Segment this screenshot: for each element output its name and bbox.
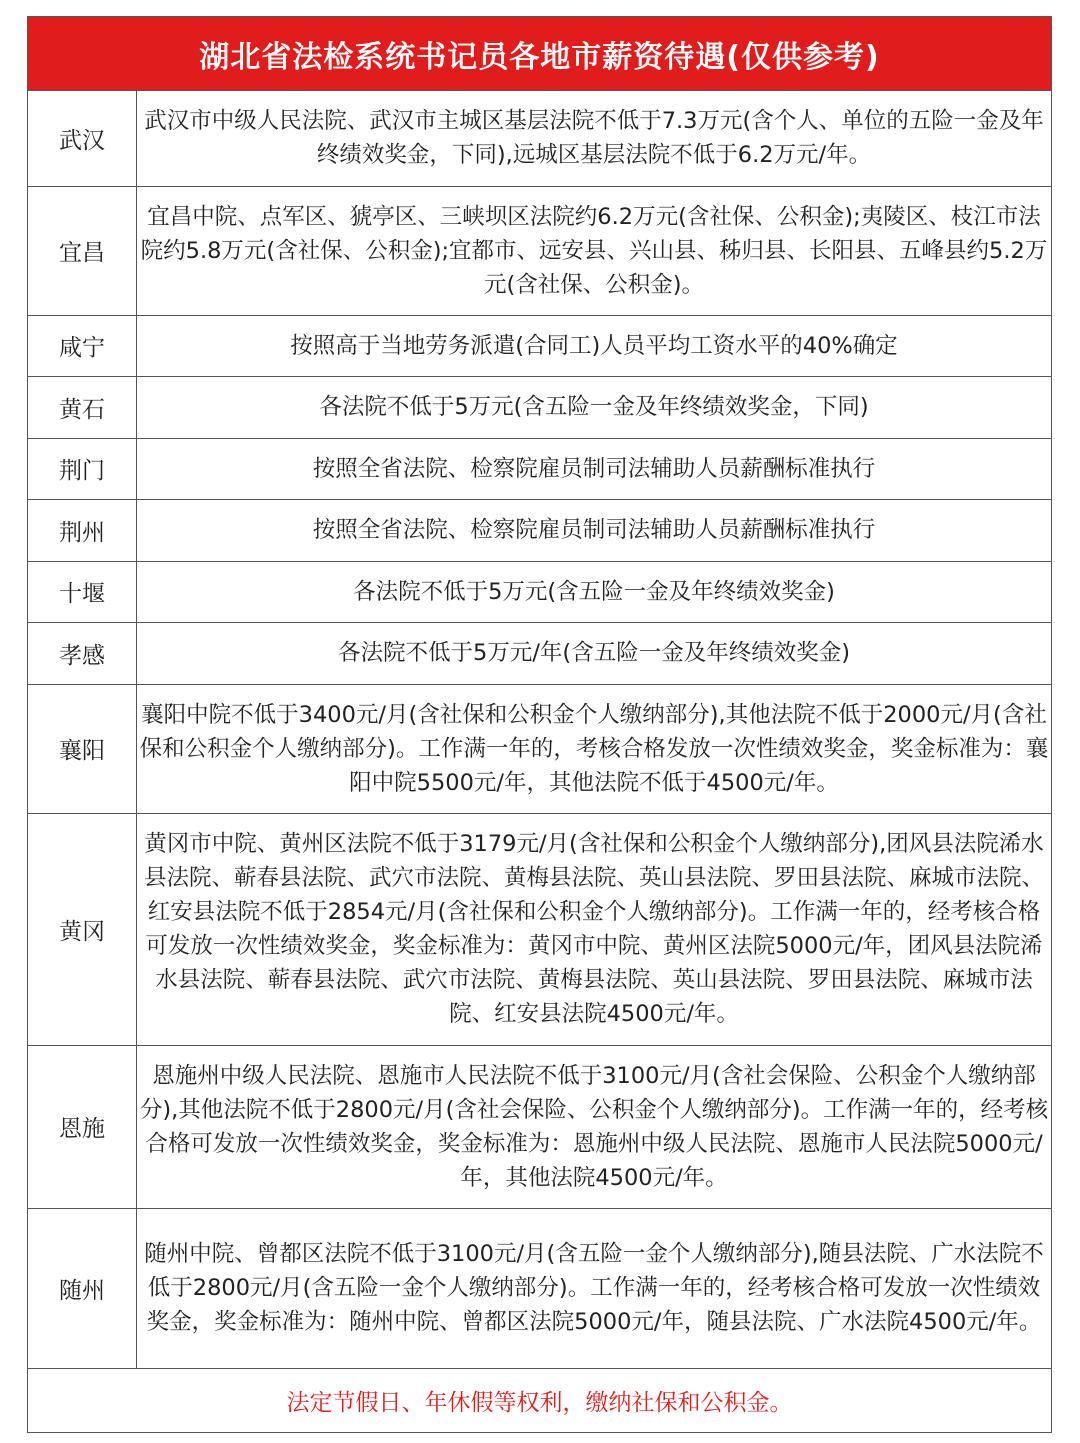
- table-row: [28, 315, 1051, 376]
- city-cell: 黄石: [28, 376, 137, 438]
- table-row: [28, 91, 1051, 186]
- detail-cell: 按照高于当地劳务派遣(合同工)人员平均工资水平的40%确定: [137, 315, 1052, 376]
- city-cell: 孝感: [28, 622, 137, 684]
- detail-cell: 各法院不低于5万元(含五险一金及年终绩效奖金): [137, 561, 1052, 622]
- table-row: [28, 376, 1051, 438]
- sheet-title: 湖北省法检系统书记员各地市薪资待遇(仅供参考): [28, 17, 1051, 91]
- city-cell: 黄冈: [28, 813, 137, 1045]
- detail-cell: 各法院不低于5万元(含五险一金及年终绩效奖金，下同): [137, 376, 1052, 438]
- detail-cell: 按照全省法院、检察院雇员制司法辅助人员薪酬标准执行: [137, 499, 1052, 561]
- table-row: [28, 622, 1051, 684]
- city-cell: 恩施: [28, 1045, 137, 1208]
- detail-cell: 恩施州中级人民法院、恩施市人民法院不低于3100元/月(含社会保险、公积金个人缴纳部分),其他法院不低于2800元/月(含社会保险、公积金个人缴纳部分)。工作满一年的，经考核合格可发放一次性绩效奖金，奖金标准为：恩施州中级人民法院、恩施市人民法院5000元/年，其他法院4500元/年。: [137, 1045, 1052, 1208]
- city-cell: 荆州: [28, 499, 137, 561]
- table-row: [28, 1045, 1051, 1208]
- table-row: [28, 813, 1051, 1045]
- detail-cell: 各法院不低于5万元/年(含五险一金及年终绩效奖金): [137, 622, 1052, 684]
- detail-cell: 按照全省法院、检察院雇员制司法辅助人员薪酬标准执行: [137, 438, 1052, 499]
- city-cell: 武汉: [28, 91, 137, 186]
- salary-sheet: [27, 16, 1052, 1433]
- detail-cell: 黄冈市中院、黄州区法院不低于3179元/月(含社保和公积金个人缴纳部分),团风县法院浠水县法院、蕲春县法院、武穴市法院、黄梅县法院、英山县法院、罗田县法院、麻城市法院、红安县法院不低于2854元/月(含社保和公积金个人缴纳部分)。工作满一年的，经考核合格可发放一次性绩效奖金，奖金标准为：黄冈市中院、黄州区法院5000元/年，团风县法院浠水县法院、蕲春县法院、武穴市法院、黄梅县法院、英山县法院、罗田县法院、麻城市法院、红安县法院4500元/年。: [137, 813, 1052, 1045]
- detail-cell: 宜昌中院、点军区、猇亭区、三峡坝区法院约6.2万元(含社保、公积金);夷陵区、枝江市法院约5.8万元(含社保、公积金);宜都市、远安县、兴山县、秭归县、长阳县、五峰县约5.2万元(含社保、公积金)。: [137, 186, 1052, 315]
- table-row: [28, 1208, 1051, 1368]
- table-row: [28, 684, 1051, 813]
- footer-note: 法定节假日、年休假等权利，缴纳社保和公积金。: [28, 1368, 1051, 1432]
- table-row: [28, 186, 1051, 315]
- salary-table: [28, 91, 1051, 1368]
- detail-cell: 武汉市中级人民法院、武汉市主城区基层法院不低于7.3万元(含个人、单位的五险一金及年终绩效奖金，下同),远城区基层法院不低于6.2万元/年。: [137, 91, 1052, 186]
- detail-cell: 随州中院、曾都区法院不低于3100元/月(含五险一金个人缴纳部分),随县法院、广水法院不低于2800元/月(含五险一金个人缴纳部分)。工作满一年的，经考核合格可发放一次性绩效奖金，奖金标准为：随州中院、曾都区法院5000元/年，随县法院、广水法院4500元/年。: [144, 1241, 1044, 1336]
- detail-cell: 襄阳中院不低于3400元/月(含社保和公积金个人缴纳部分),其他法院不低于2000元/月(含社保和公积金个人缴纳部分)。工作满一年的，考核合格发放一次性绩效奖金，奖金标准为：襄阳中院5500元/年，其他法院不低于4500元/年。: [137, 684, 1052, 813]
- table-row: [28, 499, 1051, 561]
- city-cell: 襄阳: [28, 684, 137, 813]
- city-cell: 随州: [28, 1208, 137, 1368]
- city-cell: 荆门: [28, 438, 137, 499]
- city-cell: 咸宁: [28, 315, 137, 376]
- table-row: [28, 561, 1051, 622]
- city-cell: 十堰: [28, 561, 137, 622]
- city-cell: 宜昌: [28, 186, 137, 315]
- table-row: [28, 438, 1051, 499]
